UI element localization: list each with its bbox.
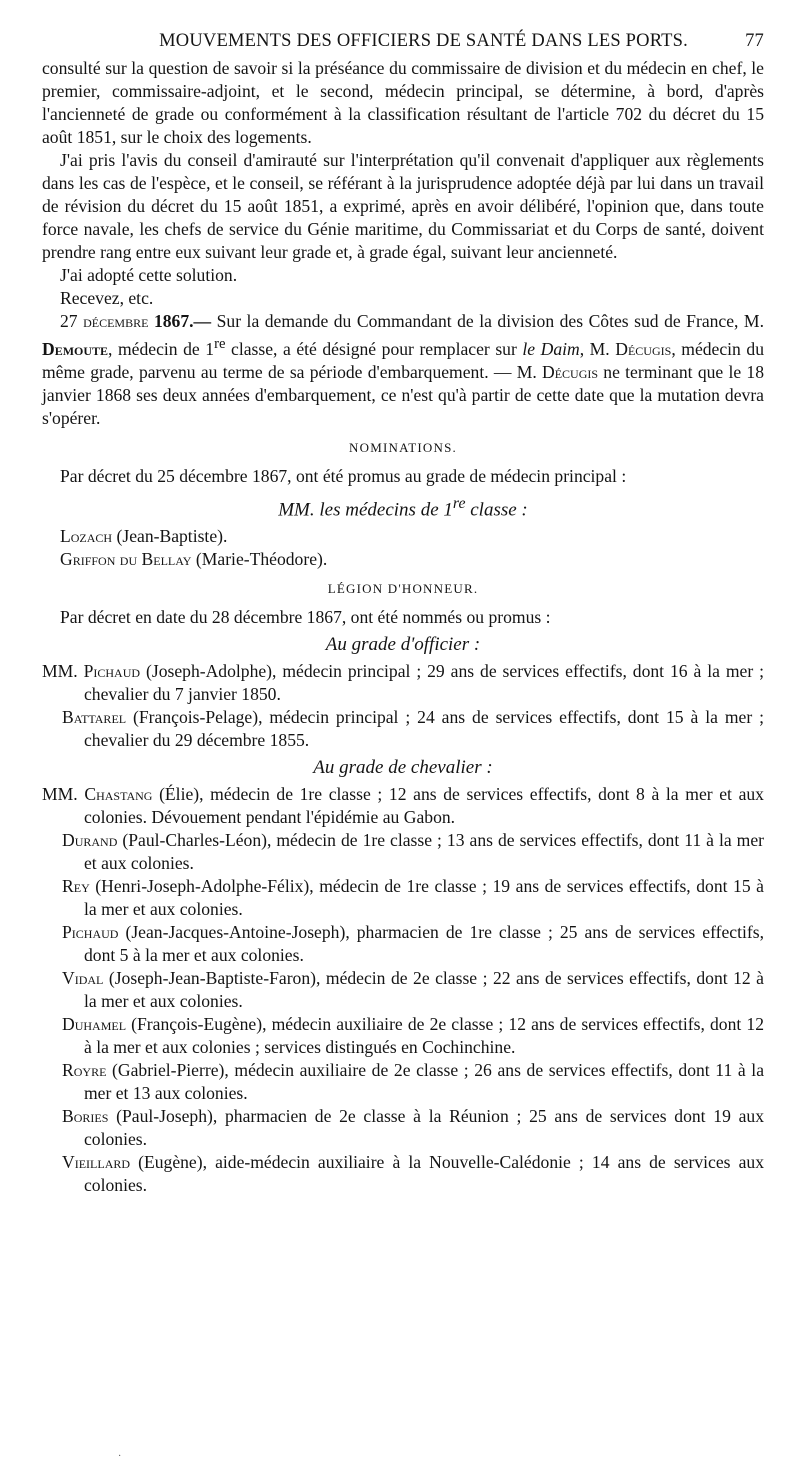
chevalier-entry: Durand (Paul-Charles-Léon), médecin de 1re classe ; 13 ans de services effectifs, dont 11 à la mer et aux colonies.	[62, 830, 764, 874]
ship-name: le Daim	[522, 338, 580, 359]
nominations-decree: Par décret du 25 décembre 1867, ont été promus au grade de médecin principal :	[60, 465, 627, 486]
chevalier-entry: MM. Chastang (Élie), médecin de 1re classe ; 12 ans de services effectifs, dont 8 à la mer et aux colonies. Dévouement pendant l'épidémie au Gabon.	[42, 784, 764, 828]
person-name: Décugis	[542, 361, 599, 382]
officier-entry: Battarel (François-Pelage), médecin principal ; 24 ans de services effectifs, dont 15 à la mer ; chevalier du 29 décembre 1855.	[62, 707, 764, 751]
chevalier-entry: Pichaud (Jean-Jacques-Antoine-Joseph), pharmacien de 1re classe ; 25 ans de services effectifs, dont 5 à la mer et aux colonies.	[62, 922, 764, 966]
chevalier-heading: Au grade de chevalier :	[313, 757, 493, 779]
entry-date-day: 27	[60, 311, 78, 331]
entry-text: , médecin du même grade, parvenu au terme de sa période d'embarquement. — M.	[42, 338, 764, 382]
entry-text: ne terminant que le 18 janvier 1868 ses deux années d'embarquement, ce n'est qu'à partir de cette date que la mutation devra s'opérer.	[42, 361, 764, 428]
entry-text: Sur la demande du Commandant de la division des Côtes sud de France, M.	[216, 311, 764, 331]
chevalier-entry: Vidal (Joseph-Jean-Baptiste-Faron), médecin de 2e classe ; 22 ans de services effectifs, dont 12 à la mer et aux colonies.	[62, 968, 764, 1012]
entry-text: , médecin de 1	[108, 338, 215, 359]
entry-date-month: décembre	[83, 311, 149, 331]
officier-entry: MM. Pichaud (Joseph-Adolphe), médecin principal ; 29 ans de services effectifs, dont 16 à la mer ; chevalier du 7 janvier 1850.	[42, 661, 764, 705]
entry-text: classe, a été désigné pour remplacer sur	[225, 338, 517, 359]
adopte-line: J'ai adopté cette solution.	[60, 265, 238, 285]
decembre-entry	[42, 310, 764, 430]
entry-text: , M.	[579, 338, 610, 359]
intro-paragraph: consulté sur la question de savoir si la préséance du commissaire de division et du médecin en chef, le premier, commissaire-adjoint, et le second, médecin principal, se détermine, à bord, d'après l'ancienneté de grade ou conformément à la classification résultant de l'article 702 du décret du 15 août 1851, sur le choix des logements.	[42, 58, 764, 147]
entry-date-year: 1867.—	[153, 311, 212, 331]
legion-decree: Par décret en date du 28 décembre 1867, ont été nommés ou promus :	[60, 607, 551, 628]
running-header	[42, 30, 764, 53]
person-name: Décugis	[615, 338, 672, 359]
officier-heading: Au grade d'officier :	[325, 634, 481, 656]
recevez-line: Recevez, etc.	[60, 288, 154, 308]
chevalier-entry: Bories (Paul-Joseph), pharmacien de 2e classe à la Réunion ; 25 ans de services dont 19 aux colonies.	[62, 1106, 764, 1150]
chevalier-entry: Duhamel (François-Eugène), médecin auxiliaire de 2e classe ; 12 ans de services effectifs, dont 12 à la mer et aux colonies ; services distingués en Cochinchine.	[62, 1014, 764, 1058]
print-speck: ·	[118, 1451, 122, 1462]
section-label-legion: LÉGION D'HONNEUR.	[327, 581, 479, 597]
chevalier-entry: Royre (Gabriel-Pierre), médecin auxiliaire de 2e classe ; 26 ans de services effectifs, dont 11 à la mer et 13 aux colonies.	[62, 1060, 764, 1104]
nomination-person: Lozach (Jean-Baptiste).	[60, 526, 228, 547]
chevalier-entry: Rey (Henri-Joseph-Adolphe-Félix), médecin de 1re classe ; 19 ans de services effectifs, dont 15 à la mer et aux colonies.	[62, 876, 764, 920]
header-title: MOUVEMENTS DES OFFICIERS DE SANTÉ DANS LES PORTS.	[159, 31, 688, 51]
nominations-heading: MM. les médecins de 1re classe :	[278, 494, 528, 521]
conseil-paragraph: J'ai pris l'avis du conseil d'amirauté sur l'interprétation qu'il convenait d'appliquer aux règlements dans les cas de l'espèce, et le conseil, se référant à la jurisprudence adoptée déjà par lui dans un travail de révision du décret du 15 août 1851, a exprimé, après en avoir délibéré, l'opinion que, dans toute force navale, les chefs de service du Génie maritime, du Commissariat et du Corps de santé, doivent prendre rang entre eux suivant leur grade et, à grade égal, suivant leur ancienneté.	[42, 150, 764, 262]
page-number: 77	[745, 31, 764, 51]
chevalier-entry: Vieillard (Eugène), aide-médecin auxiliaire à la Nouvelle-Calédonie ; 14 ans de services aux colonies.	[62, 1152, 764, 1196]
section-label-nominations: NOMINATIONS.	[349, 439, 457, 455]
superscript: re	[214, 336, 226, 352]
person-name: Demoute	[42, 338, 109, 359]
nomination-person: Griffon du Bellay (Marie-Théodore).	[60, 549, 328, 570]
